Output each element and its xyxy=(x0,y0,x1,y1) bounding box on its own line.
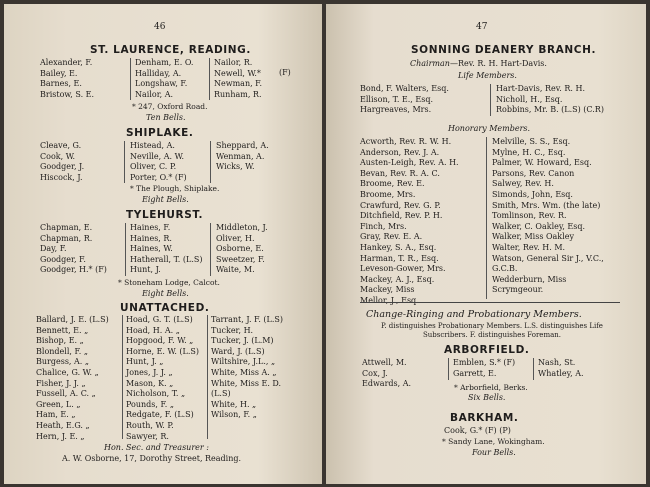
member-entry: Hoad, G. T. (L.S) xyxy=(126,315,193,324)
bells-count: Six Bells. xyxy=(468,393,506,402)
member-entry: Leveson-Gower, Mrs. xyxy=(360,264,446,274)
column-divider xyxy=(207,315,208,439)
member-entry: Cleave, G. xyxy=(40,141,82,150)
member-entry: Smith, Mrs. Wm. (the late) xyxy=(492,200,601,210)
shiplake-col1 xyxy=(40,141,84,183)
member-entry: Haines, F. xyxy=(130,223,171,232)
st-laurence-col1 xyxy=(40,58,94,100)
tower-address: * The Plough, Shiplake. xyxy=(130,184,220,193)
member-entry: Burgess, A. „ xyxy=(36,357,90,367)
member-entry: Bennett, E. „ xyxy=(36,325,89,335)
member-entry: Bevan, Rev. R. A. C. xyxy=(360,168,440,178)
member-entry: Garrett, E. xyxy=(453,368,497,378)
member-entry: Middleton, J. xyxy=(216,223,268,232)
column-divider xyxy=(490,84,491,116)
member-entry: Walker, C. Oakley, Esq. xyxy=(492,221,586,231)
member-entry: Oliver, H. xyxy=(216,233,255,243)
tylehurst-col3 xyxy=(216,223,268,276)
member-entry: Hern, J. E. „ xyxy=(36,431,85,441)
member-entry: Salwey, Rev. H. xyxy=(492,179,554,189)
member-entry: Horne, E. W. (L.S) xyxy=(126,346,200,356)
member-entry: Walter, Rev. H. M. xyxy=(492,242,566,252)
member-entry: Finch, Mrs. xyxy=(360,221,407,231)
bells-count: Eight Bells. xyxy=(142,195,189,204)
member-entry: White, Miss E. D. xyxy=(211,378,282,388)
member-entry: Gray, Rev. E. A. xyxy=(360,232,423,242)
member-entry: Robbins, Mr. B. (L.S) (C.R) xyxy=(496,105,604,115)
member-entry: Mason, K. „ xyxy=(126,378,174,388)
member-entry: Alexander, F. xyxy=(40,58,93,67)
member-entry: Halliday, A. xyxy=(135,68,182,78)
member-entry: Porter, O.* (F) xyxy=(130,172,187,182)
member-entry: Wenman, A. xyxy=(216,151,265,161)
member-entry: Bailey, E. xyxy=(40,68,78,78)
honorary-members-col2 xyxy=(492,137,604,296)
member-entry: Tarrant, J. F. (L.S) xyxy=(211,315,283,324)
member-entry: Day, F. xyxy=(40,244,67,254)
column-divider xyxy=(125,223,126,276)
member-entry: Hankey, S. A., Esq. xyxy=(360,242,437,252)
member-entry: Acworth, Rev. R. W. H. xyxy=(360,137,452,146)
member-entry: Hargreaves, Mrs. xyxy=(360,105,432,115)
member-entry: Walker, Miss Oakley xyxy=(492,232,574,242)
column-divider xyxy=(210,223,211,276)
member-entry: Chapman, R. xyxy=(40,233,93,243)
member-entry: Mackey, A. J., Esq. xyxy=(360,274,435,284)
shiplake-col2 xyxy=(130,141,187,183)
change-ringing-title: Change-Ringing and Probationary Members. xyxy=(366,309,582,320)
column-divider xyxy=(533,358,534,380)
column-divider xyxy=(448,358,449,380)
member-entry: Green, L. „ xyxy=(36,399,81,409)
member-entry: White, Miss A. „ xyxy=(211,367,277,377)
member-entry: Oliver, C. P. xyxy=(130,162,177,172)
branch-title: SONNING DEANERY BRANCH. xyxy=(411,44,597,56)
member-entry: Scrymgeour. xyxy=(492,285,544,295)
foreman-mark: (F) xyxy=(279,68,291,77)
member-entry: Broome, Rev. E. xyxy=(360,179,425,189)
section-title-arborfield: ARBORFIELD. xyxy=(444,344,530,356)
member-entry: Hoad, H. A. „ xyxy=(126,325,180,335)
member-entry: Barnes, E. xyxy=(40,79,82,89)
member-entry: Osborne, E. xyxy=(216,244,264,254)
member-entry: Wicks, W. xyxy=(216,162,255,172)
column-divider xyxy=(130,58,131,100)
tylehurst-col1 xyxy=(40,223,107,276)
member-entry: Blondell, F. „ xyxy=(36,346,88,356)
member-entry: Simonds, John, Esq. xyxy=(492,189,573,199)
member-entry: Cox, J. xyxy=(362,368,388,378)
member-entry: Broome, Mrs. xyxy=(360,189,416,199)
member-entry: Bond, F. Walters, Esq. xyxy=(360,84,449,93)
member-entry: Nailor, R. xyxy=(214,58,253,67)
arborfield-col2 xyxy=(453,358,515,379)
member-entry: Austen-Leigh, Rev. A. H. xyxy=(360,158,459,168)
member-entry: Hopgood, F. W. „ xyxy=(126,336,194,346)
member-entry: Waite, M. xyxy=(216,265,255,275)
member-entry: Wilson, F. „ xyxy=(211,410,257,420)
life-members-title: Life Members. xyxy=(458,71,517,80)
column-divider xyxy=(210,141,211,183)
member-entry: Sweetzer, F. xyxy=(216,254,265,264)
member-entry: Palmer, W. Howard, Esq. xyxy=(492,158,592,168)
member-entry: Fussell, A. C. „ xyxy=(36,389,96,399)
honorary-members-title: Honorary Members. xyxy=(448,124,531,133)
member-entry: Hart-Davis, Rev. R. H. xyxy=(496,84,585,93)
legend-line-2: Subscribers. F. distinguishes Foreman. xyxy=(423,331,561,339)
member-entry: Pounds, F. „ xyxy=(126,399,175,409)
member-entry: Hiscock, J. xyxy=(40,172,83,182)
section-title-shiplake: SHIPLAKE. xyxy=(126,127,194,139)
member-entry: White, H. „ xyxy=(211,399,257,409)
secretary-address: A. W. Osborne, 17, Dorothy Street, Reading. xyxy=(62,454,242,463)
chairman-label: Chairman xyxy=(410,59,450,68)
member-entry: (L.S) xyxy=(211,389,231,399)
tower-address: * Sandy Lane, Wokingham. xyxy=(442,437,545,446)
arborfield-col1 xyxy=(362,358,411,390)
unattached-col2 xyxy=(126,315,199,442)
member-entry: Ham, E. „ xyxy=(36,410,76,420)
column-divider xyxy=(209,58,210,100)
tower-address: * Stoneham Lodge, Calcot. xyxy=(118,278,220,287)
member-entry: Crawfurd, Rev. G. P. xyxy=(360,200,441,210)
tylehurst-col2 xyxy=(130,223,202,276)
member-entry: Longshaw, F. xyxy=(135,79,188,89)
member-entry: Goodger, H.* (F) xyxy=(40,265,107,275)
page-number: 46 xyxy=(154,22,166,32)
member-entry: Edwards, A. xyxy=(362,379,412,389)
member-entry: Mylne, H. C., Esq. xyxy=(492,147,566,157)
member-entry: Anderson, Rev. J. A. xyxy=(360,147,440,157)
right-page xyxy=(326,4,646,484)
member-entry: Denham, E. O. xyxy=(135,58,194,67)
member-entry: Ballard, J. E. (L.S) xyxy=(36,315,109,324)
member-entry: Emblen, S.* (F) xyxy=(453,358,516,367)
member-entry: Wedderburn, Miss xyxy=(492,274,567,284)
section-title-tylehurst: TYLEHURST. xyxy=(126,209,204,221)
member-entry: Routh, W. P. xyxy=(126,420,174,430)
member-entry: Heath, E.G. „ xyxy=(36,420,90,430)
column-divider xyxy=(122,315,123,439)
member-entry: Tomlinson, Rev. R. xyxy=(492,211,567,221)
member-entry: Runham, R. xyxy=(214,89,262,99)
st-laurence-col2 xyxy=(135,58,193,100)
member-entry: Goodger, J. xyxy=(40,162,85,172)
secretary-label: Hon. Sec. and Treasurer : xyxy=(104,443,209,452)
bells-count: Eight Bells. xyxy=(142,289,189,298)
section-rule xyxy=(360,302,620,303)
member-entry: Ellison, T. E., Esq. xyxy=(360,94,433,104)
st-laurence-col3 xyxy=(214,58,262,100)
member-entry: Bishop, E. „ xyxy=(36,336,84,346)
bells-count: Four Bells. xyxy=(472,448,516,457)
member-entry: Haines, W. xyxy=(130,244,173,254)
member-entry: Haines, R. xyxy=(130,233,172,243)
tower-address: * Arborfield, Berks. xyxy=(454,383,528,392)
tower-address: * 247, Oxford Road. xyxy=(132,102,208,111)
shiplake-col3 xyxy=(216,141,269,173)
member-entry: Redgate, F. (L.S) xyxy=(126,410,194,420)
column-divider xyxy=(486,137,487,299)
member-entry: Watson, General Sir J., V.C., xyxy=(492,253,604,263)
member-entry: Melville, S. S., Esq. xyxy=(492,137,571,146)
barkham-entry: Cook, G.* (F) (P) xyxy=(444,426,511,435)
column-divider xyxy=(124,141,125,183)
member-entry: Nicholson, T. „ xyxy=(126,389,186,399)
member-entry: Tucker, J. (L.M) xyxy=(211,336,274,346)
member-entry: Nailor, A. xyxy=(135,89,174,99)
member-entry: Newell, W.* xyxy=(214,68,261,78)
member-entry: Mackey, Miss xyxy=(360,285,415,295)
member-entry: Attwell, M. xyxy=(362,358,407,367)
section-title-st-laurence: ST. LAURENCE, READING. xyxy=(90,44,251,56)
member-entry: Sawyer, R. xyxy=(126,431,169,441)
left-page xyxy=(4,4,322,484)
member-entry: Chapman, E. xyxy=(40,223,93,232)
legend-line-1: P. distinguishes Probationary Members. L.S. distinguishes Life xyxy=(381,322,603,330)
honorary-members-col1 xyxy=(360,137,459,307)
member-entry: Nicholl, H., Esq. xyxy=(496,94,563,104)
member-entry: Sheppard, A. xyxy=(216,141,269,150)
member-entry: Ward, J. (L.S) xyxy=(211,346,265,356)
member-entry: Neville, A. W. xyxy=(130,151,184,161)
member-entry: Hunt, J. „ xyxy=(126,357,164,367)
member-entry: G.C.B. xyxy=(492,264,518,274)
member-entry: Jones, J. J. „ xyxy=(126,367,173,377)
member-entry: Histead, A. xyxy=(130,141,175,150)
member-entry: Cook, W. xyxy=(40,151,76,161)
chairman-line xyxy=(410,59,547,68)
unattached-col3 xyxy=(211,315,283,421)
chairman-name: —Rev. R. H. Hart-Davis. xyxy=(449,59,547,68)
member-entry: Goodger, F. xyxy=(40,254,86,264)
member-entry: Nash, St. xyxy=(538,358,576,367)
bells-count: Ten Bells. xyxy=(146,113,186,122)
member-entry: Wiltshire, J.L., „ xyxy=(211,357,276,367)
section-title-barkham: BARKHAM. xyxy=(450,412,519,424)
member-entry: Hunt, J. xyxy=(130,265,161,275)
member-entry: Parsons, Rev. Canon xyxy=(492,168,575,178)
member-entry: Mellor, J., Esq. xyxy=(360,295,419,305)
member-entry: Hatherall, T. (L.S) xyxy=(130,254,203,264)
member-entry: Whatley, A. xyxy=(538,368,584,378)
life-members-col2 xyxy=(496,84,604,116)
arborfield-col3 xyxy=(538,358,584,379)
page-number: 47 xyxy=(476,22,488,32)
member-entry: Ditchfield, Rev. P. H. xyxy=(360,211,443,221)
member-entry: Harman, T. R., Esq. xyxy=(360,253,439,263)
section-title-unattached: UNATTACHED. xyxy=(120,302,210,314)
member-entry: Newman, F. xyxy=(214,79,263,89)
member-entry: Fisher, J. J. „ xyxy=(36,378,86,388)
unattached-col1 xyxy=(36,315,109,442)
member-entry: Chalice, G. W. „ xyxy=(36,367,99,377)
member-entry: Tucker, H. xyxy=(211,325,254,335)
life-members-col1 xyxy=(360,84,449,116)
member-entry: Bristow, S. E. xyxy=(40,89,95,99)
